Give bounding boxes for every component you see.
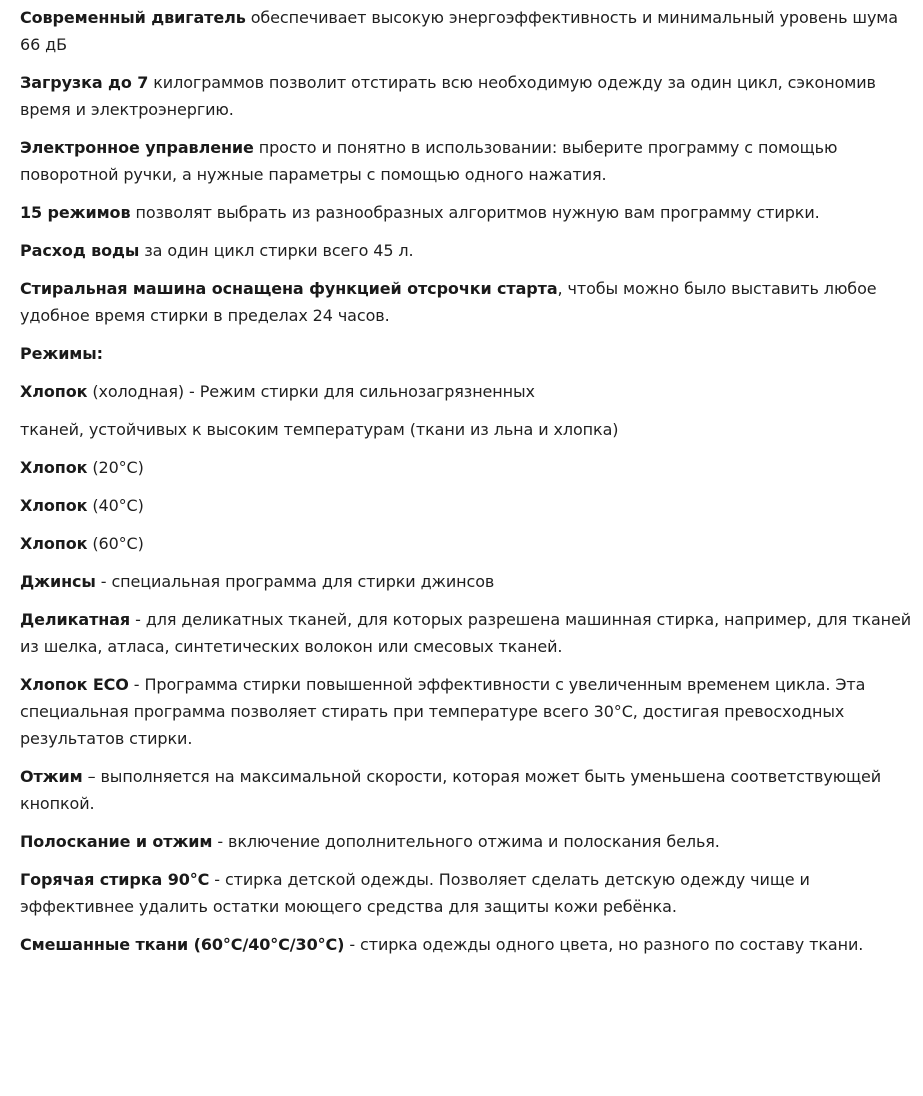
paragraph-bold: Джинсы bbox=[20, 572, 96, 591]
paragraph-bold: Режимы: bbox=[20, 344, 103, 363]
mode-mixed-fabrics bbox=[20, 931, 915, 958]
paragraph-text: - Программа стирки повышенной эффективности с увеличенным временем цикла. Эта специальная программа позволяет стирать при температуре всего 30°C, достигая превосходных результатов стирки. bbox=[20, 675, 866, 748]
paragraph-text: (20°С) bbox=[87, 458, 144, 477]
mode-spin bbox=[20, 763, 915, 817]
paragraph-control bbox=[20, 134, 915, 188]
paragraph-water bbox=[20, 237, 915, 264]
paragraph-text: - специальная программа для стирки джинсов bbox=[95, 572, 495, 591]
paragraph-text: тканей, устойчивых к высоким температурам (ткани из льна и хлопка) bbox=[20, 420, 619, 439]
paragraph-bold: Хлопок bbox=[20, 458, 88, 477]
paragraph-text: за один цикл стирки всего 45 л. bbox=[139, 241, 414, 260]
paragraph-text: (холодная) - Режим стирки для сильнозагрязненных bbox=[87, 382, 535, 401]
paragraph-bold: Стиральная машина оснащена функцией отсрочки старта bbox=[20, 279, 558, 298]
paragraph-bold: Горячая стирка 90°С bbox=[20, 870, 210, 889]
paragraph-bold: Хлопок bbox=[20, 534, 88, 553]
paragraph-bold: Смешанные ткани (60°С/40°С/30°С) bbox=[20, 935, 345, 954]
paragraph-load bbox=[20, 69, 915, 123]
paragraph-text: , чтобы можно было выставить любое удобное время стирки в пределах 24 часов. bbox=[20, 279, 877, 325]
mode-cotton-eco bbox=[20, 671, 915, 752]
modes-heading bbox=[20, 340, 915, 367]
paragraph-text: - стирка детской одежды. Позволяет сделать детскую одежду чище и эффективнее удалить остатки моющего средства для защиты кожи ребёнка. bbox=[20, 870, 810, 916]
mode-cotton-cold bbox=[20, 378, 915, 405]
mode-cotton-40 bbox=[20, 492, 915, 519]
paragraph-bold: 15 режимов bbox=[20, 203, 131, 222]
paragraph-text: (60°С) bbox=[87, 534, 144, 553]
paragraph-text: – выполняется на максимальной скорости, которая может быть уменьшена соответствующей кнопкой. bbox=[20, 767, 882, 813]
mode-cotton-20 bbox=[20, 454, 915, 481]
paragraph-bold: Полоскание и отжим bbox=[20, 832, 213, 851]
paragraph-bold: Хлопок ECO bbox=[20, 675, 129, 694]
paragraph-bold: Хлопок bbox=[20, 496, 88, 515]
mode-hot-wash bbox=[20, 866, 915, 920]
paragraph-bold: Деликатная bbox=[20, 610, 131, 629]
mode-cotton-cold-continued bbox=[20, 416, 915, 443]
paragraph-bold: Современный двигатель bbox=[20, 8, 246, 27]
paragraph-bold: Расход воды bbox=[20, 241, 140, 260]
paragraph-text: (40°С) bbox=[87, 496, 144, 515]
mode-cotton-60 bbox=[20, 530, 915, 557]
paragraph-text: обеспечивает высокую энергоэффективность и минимальный уровень шума 66 дБ bbox=[20, 8, 898, 54]
paragraph-bold: Загрузка до 7 bbox=[20, 73, 149, 92]
paragraph-bold: Хлопок bbox=[20, 382, 88, 401]
mode-jeans bbox=[20, 568, 915, 595]
paragraph-text: позволят выбрать из разнообразных алгоритмов нужную вам программу стирки. bbox=[130, 203, 820, 222]
paragraph-motor bbox=[20, 4, 915, 58]
paragraph-text: - для деликатных тканей, для которых разрешена машинная стирка, например, для тканей из шелка, атласа, синтетических волокон или смесовых тканей. bbox=[20, 610, 912, 656]
mode-rinse-spin bbox=[20, 828, 915, 855]
paragraph-text: - стирка одежды одного цвета, но разного по составу ткани. bbox=[344, 935, 864, 954]
paragraph-text: килограммов позволит отстирать всю необходимую одежду за один цикл, сэкономив время и электроэнергию. bbox=[20, 73, 876, 119]
paragraph-text: просто и понятно в использовании: выберите программу с помощью поворотной ручки, а нужные параметры с помощью одного нажатия. bbox=[20, 138, 838, 184]
paragraph-bold: Электронное управление bbox=[20, 138, 254, 157]
paragraph-text: - включение дополнительного отжима и полоскания белья. bbox=[212, 832, 720, 851]
mode-delicate bbox=[20, 606, 915, 660]
paragraph-bold: Отжим bbox=[20, 767, 83, 786]
paragraph-delay-start bbox=[20, 275, 915, 329]
paragraph-modes-count bbox=[20, 199, 915, 226]
